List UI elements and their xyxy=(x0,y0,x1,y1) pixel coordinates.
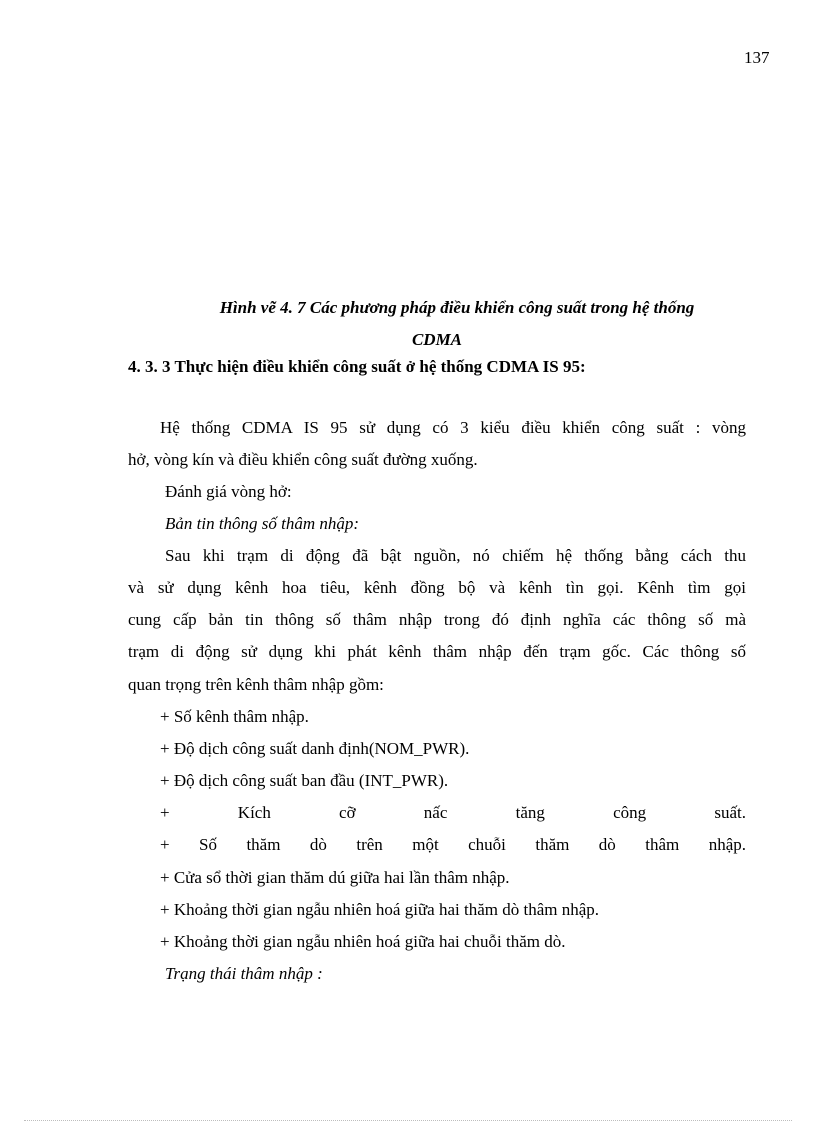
figure-caption xyxy=(128,292,746,356)
list-item: + Kích cỡ nấc tăng công suất. xyxy=(160,803,746,822)
paragraph-line: quan trọng trên kênh thâm nhập gồm: xyxy=(128,675,384,694)
list-item: + Số thăm dò trên một chuỗi thăm dò thâm nhập. xyxy=(160,835,746,854)
list-item: + Khoảng thời gian ngẫu nhiên hoá giữa hai thăm dò thâm nhập. xyxy=(160,900,600,919)
subheading-italic: Trạng thái thâm nhập : xyxy=(165,964,323,983)
list-item: + Khoảng thời gian ngẫu nhiên hoá giữa hai chuỗi thăm dò. xyxy=(160,932,566,951)
paragraph-line: hở, vòng kín và điều khiển công suất đường xuống. xyxy=(128,450,478,469)
paragraph-line: trạm di động sử dụng khi phát kênh thâm nhập đến trạm gốc. Các thông số xyxy=(128,642,746,661)
list-item: + Số kênh thâm nhập. xyxy=(160,707,309,726)
paragraph-line: và sử dụng kênh hoa tiêu, kênh đồng bộ và kênh tìn gọi. Kênh tìm gọi xyxy=(128,578,746,597)
paragraph-line: Đánh giá vòng hở: xyxy=(165,482,292,501)
figure-caption-line-1: Hình vẽ 4. 7 Các phương pháp điều khiển công suất trong hệ thống xyxy=(219,298,695,317)
list-item: + Độ dịch công suất danh định(NOM_PWR). xyxy=(160,739,470,758)
paragraph-line: Sau khi trạm di động đã bật nguồn, nó chiếm hệ thống bằng cách thu xyxy=(165,546,746,565)
list-item: + Cửa sổ thời gian thăm dú giữa hai lần thâm nhập. xyxy=(160,868,510,887)
page-number: 137 xyxy=(744,48,770,67)
subheading-italic: Bản tin thông số thâm nhập: xyxy=(165,514,360,533)
footer-rule xyxy=(24,1120,792,1121)
section-heading: 4. 3. 3 Thực hiện điều khiển công suất ở hệ thống CDMA IS 95: xyxy=(128,357,586,376)
paragraph-line: Hệ thống CDMA IS 95 sử dụng có 3 kiểu điều khiển công suất : vòng xyxy=(160,418,746,437)
list-item: + Độ dịch công suất ban đầu (INT_PWR). xyxy=(160,771,449,790)
figure-caption-line-2: CDMA xyxy=(411,330,463,349)
paragraph-line: cung cấp bản tin thông số thâm nhập trong đó định nghĩa các thông số mà xyxy=(128,610,746,629)
